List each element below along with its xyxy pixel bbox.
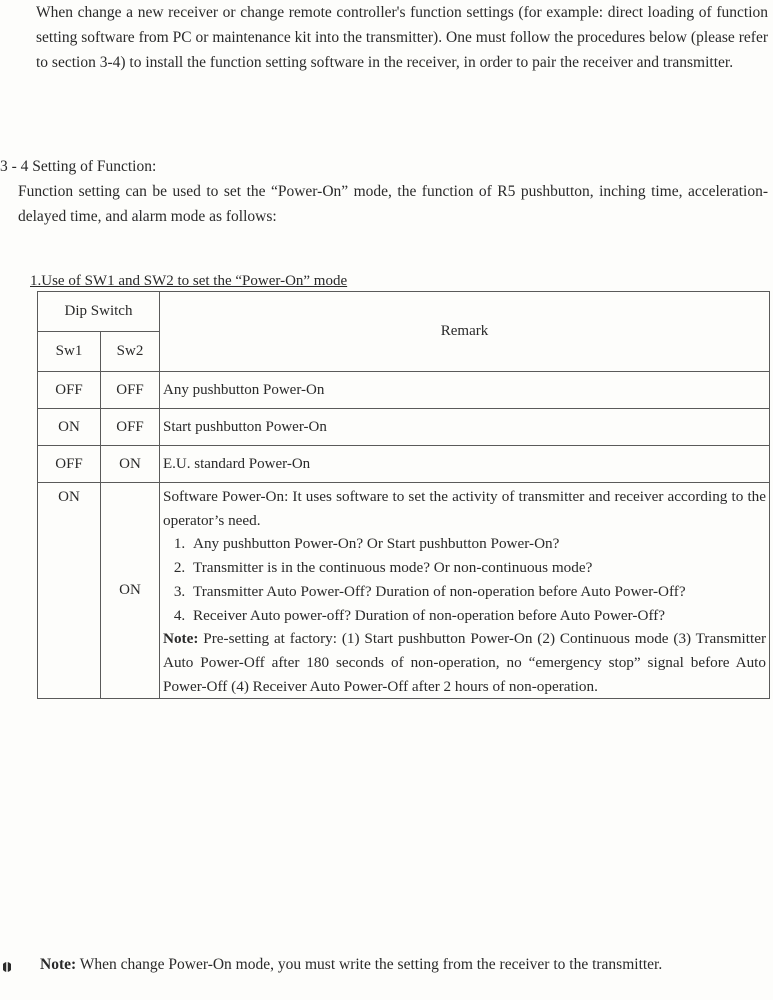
row-sw2: OFF (101, 372, 160, 409)
subsection-title (30, 271, 347, 291)
row-sw1: ON (38, 483, 101, 699)
header-sw2: Sw2 (101, 332, 160, 372)
row-remark: Start pushbutton Power-On (160, 409, 770, 446)
table-row-software (38, 483, 770, 699)
note-bullet-icon (1, 960, 13, 974)
list-item: 1. Any pushbutton Power-On? Or Start pushbutton Power-On? (189, 532, 766, 556)
dip-switch-table (37, 291, 770, 699)
table-row (38, 409, 770, 446)
factory-note-text: Pre-setting at factory: (1) Start pushbutton Power-On (2) Continuous mode (3) Transmitter Auto Power-Off after 180 seconds of non-operation, no “emergency stop” signal before Auto Power-Off (4) Receiver Auto Power-Off after 2 hours of non-operation. (163, 630, 766, 695)
bottom-note-text: When change Power-On mode, you must write the setting from the receiver to the transmitter. (76, 956, 663, 973)
bottom-note (40, 952, 768, 977)
row-sw1: OFF (38, 446, 101, 483)
row-sw2: ON (101, 483, 160, 699)
row-sw2: ON (101, 446, 160, 483)
subsection-title-text: 1.Use of SW1 and SW2 to set the “Power-On” mode (30, 273, 348, 289)
row-sw2: OFF (101, 409, 160, 446)
header-dip-switch: Dip Switch (38, 292, 160, 332)
table-header-row (38, 292, 770, 332)
software-intro: Software Power-On: It uses software to set the activity of transmitter and receiver according to the operator’s need. (163, 488, 766, 529)
table-row (38, 446, 770, 483)
table-row (38, 372, 770, 409)
software-options-list (163, 532, 766, 627)
bottom-note-label: Note: (40, 956, 77, 973)
intro-paragraph: When change a new receiver or change remote controller's function settings (for example: direct loading of function setting software from PC or maintenance kit into the transmitter). One must follow the procedures below (please refer to section 3-4) to install the function setting software in the receiver, in order to pair the receiver and transmitter. (36, 4, 768, 71)
row-remark: E.U. standard Power-On (160, 446, 770, 483)
header-sw1: Sw1 (38, 332, 101, 372)
factory-note-label: Note: (163, 630, 199, 648)
row-remark: Any pushbutton Power-On (160, 372, 770, 409)
row-sw1: ON (38, 409, 101, 446)
software-remark (160, 483, 770, 699)
list-item: 4. Receiver Auto power-off? Duration of non-operation before Auto Power-Off? (189, 604, 766, 628)
section-heading: 3 - 4 Setting of Function: (0, 158, 157, 175)
header-remark: Remark (160, 292, 770, 372)
row-sw1: OFF (38, 372, 101, 409)
section-body: Function setting can be used to set the “Power-On” mode, the function of R5 pushbutton, inching time, acceleration-delayed time, and alarm mode as follows: (18, 183, 768, 225)
factory-note (163, 627, 766, 698)
list-item: 3. Transmitter Auto Power-Off? Duration of non-operation before Auto Power-Off? (189, 580, 766, 604)
list-item: 2. Transmitter is in the continuous mode? Or non-continuous mode? (189, 556, 766, 580)
